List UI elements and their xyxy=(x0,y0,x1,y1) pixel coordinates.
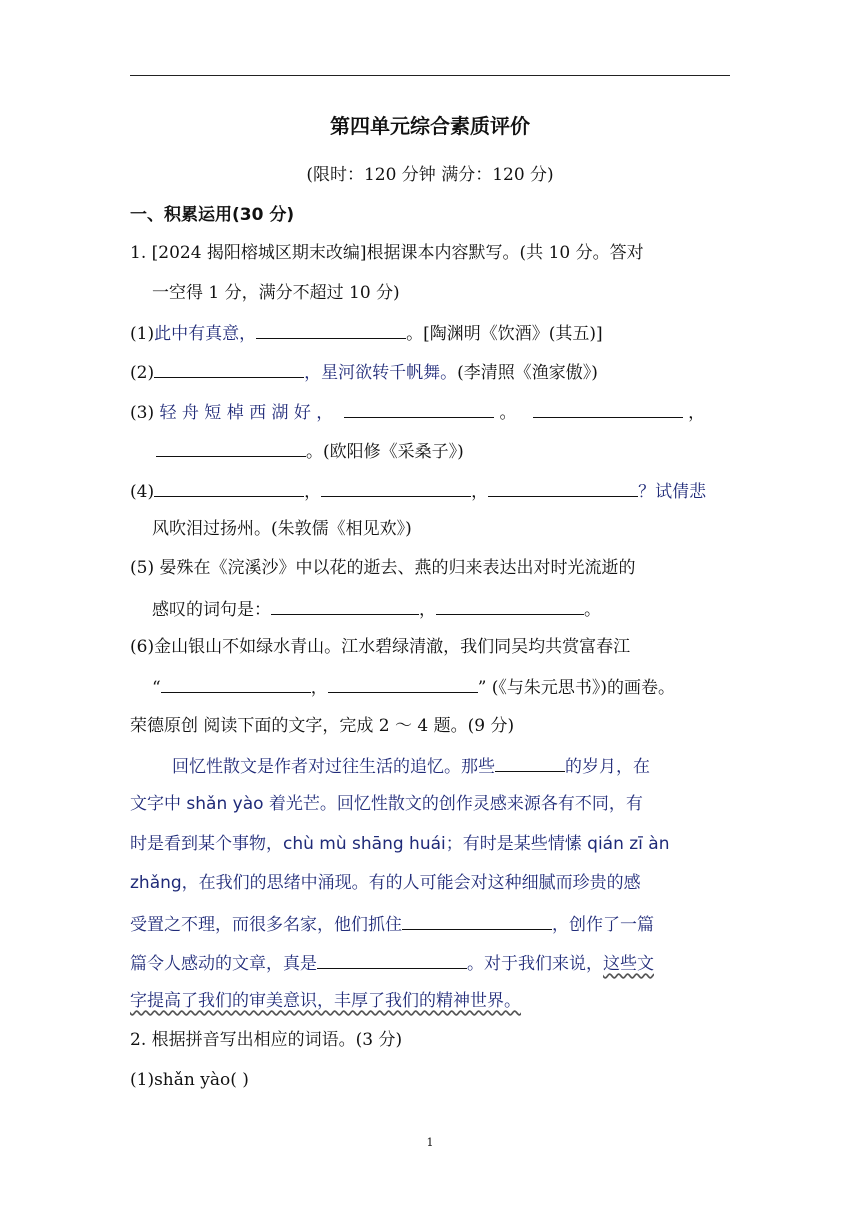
wavy-underlined-text: 字提高了我们的审美意识，丰厚了我们的精神世界。 xyxy=(130,991,521,1011)
question-1-item-6: (6)金山银山不如绿水青山。江水碧绿清澈，我们同吴均共赏富春江 xyxy=(130,637,631,657)
question-1-line-1: 1. [2024 揭阳榕城区期末改编]根据课本内容默写。(共 10 分。答对 xyxy=(130,243,644,263)
answer-blank[interactable] xyxy=(436,596,584,615)
answer-blank[interactable] xyxy=(317,950,467,969)
answer-blank[interactable] xyxy=(495,753,565,772)
question-1-item-6-cont: “ ， ” (《与朱元思书》)的画卷。 xyxy=(152,674,730,700)
passage-line-5: 受置之不理，而很多名家，他们抓住 ，创作了一篇 xyxy=(130,911,730,937)
page-number: 1 xyxy=(426,1136,434,1149)
answer-blank[interactable] xyxy=(256,320,406,339)
passage-line-4: zhǎng，在我们的思绪中涌现。有的人可能会对这种细腻而珍贵的感 xyxy=(130,873,641,893)
question-1-item-3: (3) 轻 舟 短 棹 西 湖 好 ， 。 ， xyxy=(130,399,730,425)
passage-line-3: 时是看到某个事物，chù mù shāng huái；有时是某些情愫 qián zī àn xyxy=(130,834,670,854)
answer-blank[interactable] xyxy=(328,674,478,693)
page-title: 第四单元综合素质评价 xyxy=(330,114,530,138)
answer-blank[interactable] xyxy=(344,399,494,418)
answer-blank[interactable] xyxy=(402,911,552,930)
section-heading: 一、积累运用(30 分) xyxy=(130,205,295,225)
answer-blank[interactable] xyxy=(488,478,638,497)
reading-instructions: 荣德原创 阅读下面的文字，完成 2 ～ 4 题。(9 分) xyxy=(130,716,515,736)
question-2-heading: 2. 根据拼音写出相应的词语。(3 分) xyxy=(130,1030,403,1050)
question-1-item-2: (2) ，星河欲转千帆舞。(李清照《渔家傲》) xyxy=(130,359,730,385)
answer-blank[interactable] xyxy=(161,674,311,693)
passage-line-1: 回忆性散文是作者对过往生活的追忆。那些 的岁月，在 xyxy=(172,753,772,779)
exam-info: (限时：120 分钟 满分：120 分) xyxy=(306,165,554,185)
header-rule xyxy=(130,75,730,76)
passage-line-6: 篇令人感动的文章，真是 。对于我们来说，这些文 xyxy=(130,950,730,976)
question-1-item-1: (1)此中有真意， 。[陶渊明《饮酒》(其五)] xyxy=(130,320,730,346)
answer-blank[interactable] xyxy=(321,478,471,497)
question-1-item-4: (4) ， ， ？试倩悲 xyxy=(130,478,730,504)
answer-blank[interactable] xyxy=(154,478,304,497)
answer-blank[interactable] xyxy=(156,438,306,457)
question-1-item-5: (5) 晏殊在《浣溪沙》中以花的逝去、燕的归来表达出对时光流逝的 xyxy=(130,558,636,578)
passage-line-2: 文字中 shǎn yào 着光芒。回忆性散文的创作灵感来源各有不同，有 xyxy=(130,794,643,814)
question-1-line-2: 一空得 1 分，满分不超过 10 分) xyxy=(152,283,400,303)
question-1-item-4-cont: 风吹泪过扬州。(朱敦儒《相见欢》) xyxy=(152,519,412,539)
passage-line-7 xyxy=(130,989,730,1013)
answer-blank[interactable] xyxy=(533,399,683,418)
question-1-item-5-cont: 感叹的词句是： ， 。 xyxy=(152,596,730,622)
answer-blank[interactable] xyxy=(271,596,419,615)
question-1-item-3-cont: 。(欧阳修《采桑子》) xyxy=(156,438,734,464)
wavy-underlined-text: 这些文 xyxy=(603,954,654,974)
question-2-item-1: (1)shǎn yào( ) xyxy=(130,1070,249,1090)
answer-blank[interactable] xyxy=(154,359,304,378)
